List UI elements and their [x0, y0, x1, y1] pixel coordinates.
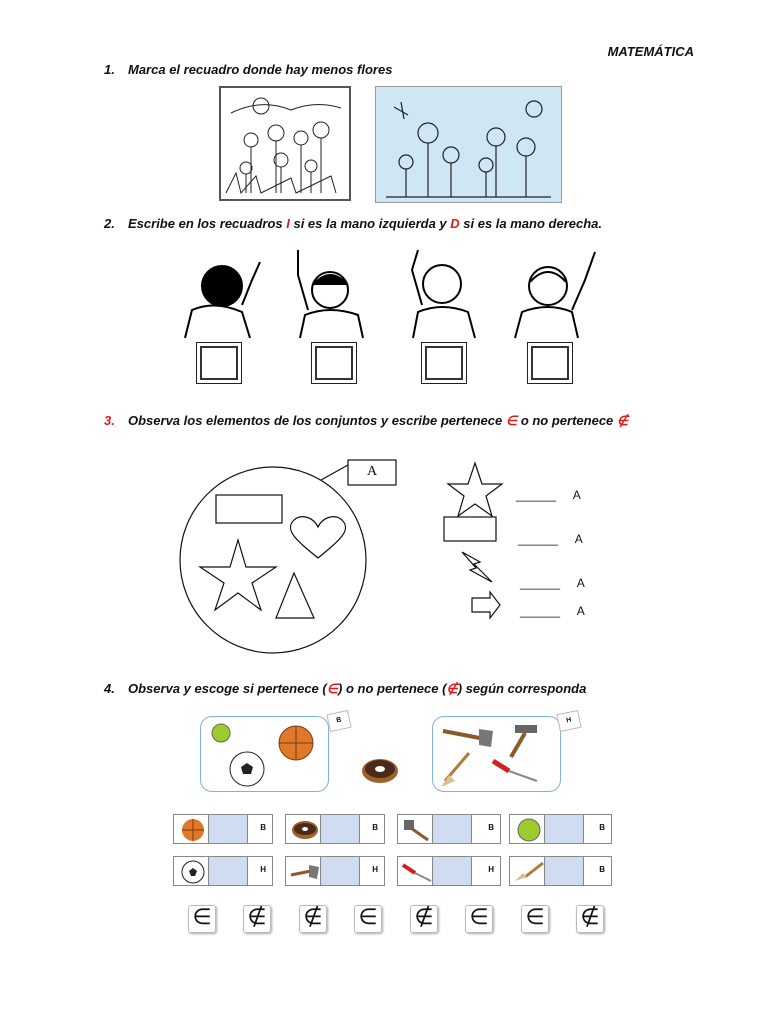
belongs-symbol-card[interactable]: ∈ — [354, 905, 382, 933]
answer-row-2-item-4[interactable]: B — [509, 856, 612, 886]
donut-icon — [290, 819, 320, 841]
flowers-picture-2[interactable] — [375, 86, 562, 203]
rectangle-icon — [444, 517, 496, 541]
question-3: 3. Observa los elementos de los conjuntos y escribe pertenece ∈ o no pertenece ∉ — [104, 413, 629, 428]
answer-row-1-item-1[interactable]: B — [173, 814, 273, 844]
answer-row-2-item-2[interactable]: H — [285, 856, 385, 886]
screwdriver-icon — [493, 761, 537, 781]
flowers-picture-1[interactable] — [219, 86, 351, 201]
tennis-ball-icon — [516, 817, 542, 843]
answer-slot[interactable] — [432, 815, 472, 843]
heart-element — [290, 517, 345, 558]
hammer-icon — [402, 818, 432, 842]
answer-line-4[interactable]: ______ A — [520, 604, 585, 618]
page-title: MATEMÁTICA — [607, 44, 694, 59]
not-belongs-symbol-card[interactable]: ∉ — [243, 905, 271, 933]
paintbrush-icon — [441, 753, 469, 787]
question-1: 1. Marca el recuadro donde hay menos flores — [104, 62, 393, 77]
belongs-symbol-card[interactable]: ∈ — [188, 905, 216, 933]
not-belongs-symbol-card[interactable]: ∉ — [410, 905, 438, 933]
answer-row-1-item-2[interactable]: B — [285, 814, 385, 844]
answer-row-2-item-3[interactable]: H — [397, 856, 501, 886]
set-b — [200, 716, 329, 792]
q3-elements — [440, 460, 510, 630]
answer-box-2[interactable] — [311, 342, 357, 384]
donut-icon — [360, 756, 400, 786]
soccer-ball-icon — [180, 859, 206, 885]
flowers-drawing-icon — [221, 88, 349, 199]
belongs-symbol-card[interactable]: ∈ — [465, 905, 493, 933]
answer-slot[interactable] — [320, 857, 360, 885]
question-4: 4. Observa y escoge si pertenece (∈) o no pertenece (∉) según corresponda — [104, 681, 587, 696]
answer-row-1-item-4[interactable]: B — [509, 814, 612, 844]
screwdriver-icon — [401, 861, 433, 883]
answer-row-1-item-3[interactable]: B — [397, 814, 501, 844]
set-label: A — [366, 464, 378, 479]
lightning-icon — [462, 552, 492, 582]
answer-slot[interactable] — [208, 857, 248, 885]
hammer-icon — [511, 725, 537, 757]
basketball-icon — [180, 817, 206, 843]
answer-line-2[interactable]: ______ A — [518, 532, 583, 546]
star-icon — [448, 463, 502, 516]
answer-slot[interactable] — [544, 857, 584, 885]
axe-icon — [289, 861, 321, 883]
arrow-icon — [472, 592, 500, 618]
answer-line-1[interactable]: ______ A — [516, 488, 581, 502]
star-element — [200, 540, 276, 610]
set-h — [432, 716, 561, 792]
answer-slot[interactable] — [432, 857, 472, 885]
answer-slot[interactable] — [208, 815, 248, 843]
set-a-diagram — [176, 455, 406, 655]
not-belongs-symbol-card[interactable]: ∉ — [576, 905, 604, 933]
answer-line-3[interactable]: ______ A — [520, 576, 585, 590]
answer-slot[interactable] — [320, 815, 360, 843]
answer-row-2-item-1[interactable]: H — [173, 856, 273, 886]
answer-box-4[interactable] — [527, 342, 573, 384]
paintbrush-icon — [513, 861, 545, 883]
answer-box-1[interactable] — [196, 342, 242, 384]
question-2: 2. Escribe en los recuadros I si es la mano izquierda y D si es la mano derecha. — [104, 216, 603, 231]
flowers-drawing-icon — [376, 87, 561, 202]
tennis-ball-icon — [212, 724, 230, 742]
answer-box-3[interactable] — [421, 342, 467, 384]
answer-slot[interactable] — [544, 815, 584, 843]
belongs-symbol-card[interactable]: ∈ — [521, 905, 549, 933]
axe-icon — [443, 729, 493, 747]
set-b-flag: B — [326, 710, 351, 732]
set-h-flag: H — [556, 710, 581, 732]
not-belongs-symbol-card[interactable]: ∉ — [299, 905, 327, 933]
triangle-element — [276, 573, 314, 618]
children-raising-hands-icon — [180, 240, 610, 340]
rectangle-element — [216, 495, 282, 523]
